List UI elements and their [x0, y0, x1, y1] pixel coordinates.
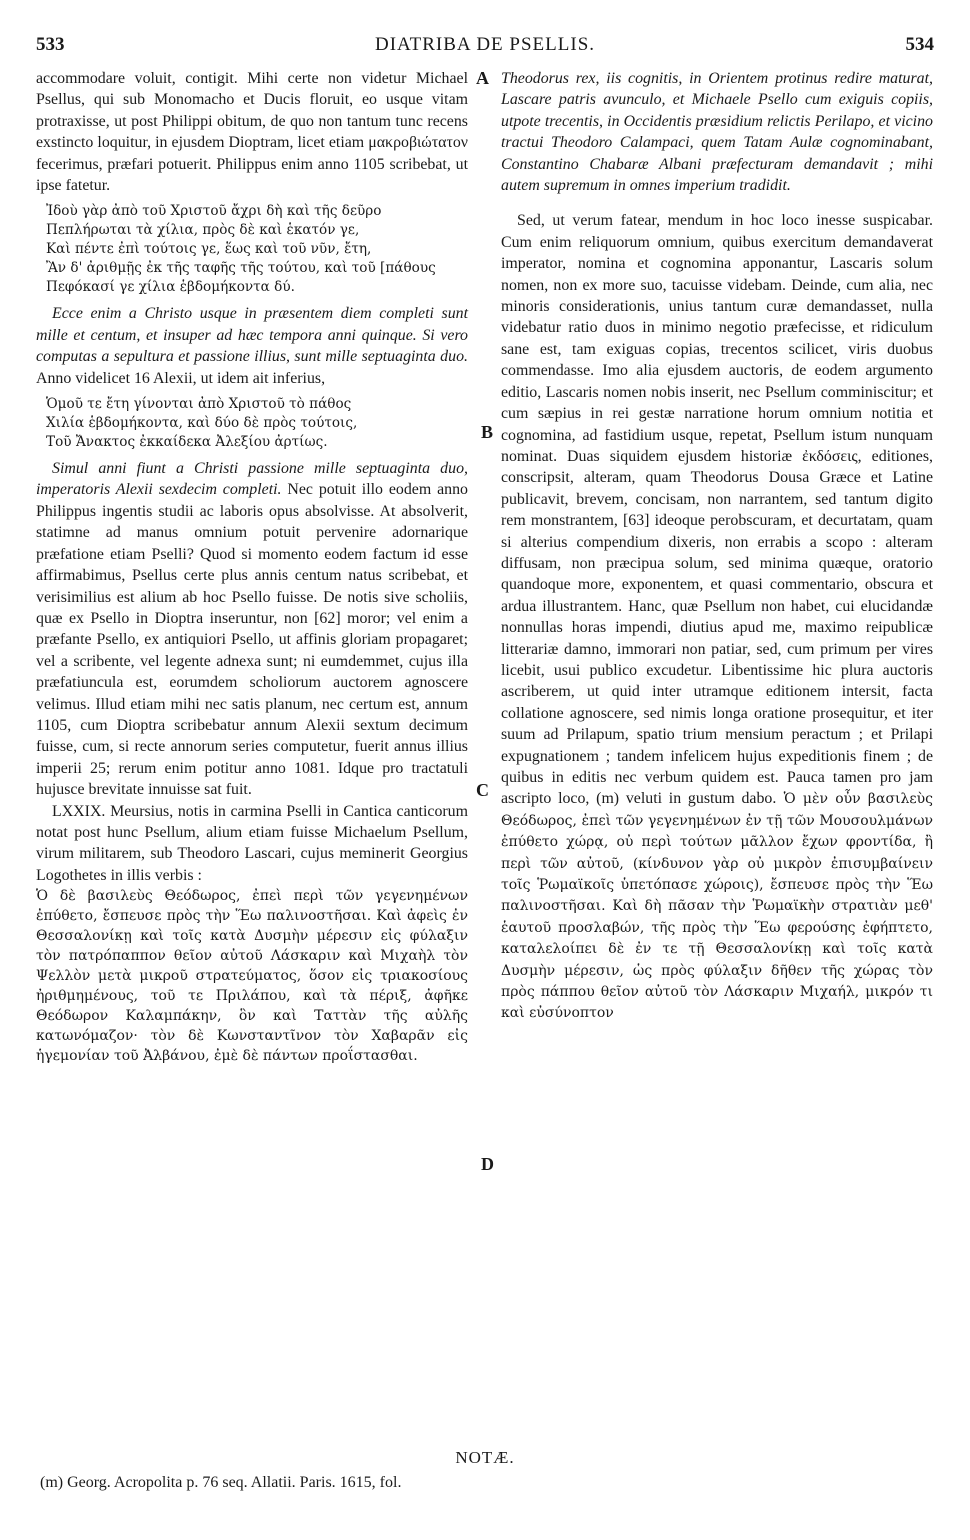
footnote-m: (m) Georg. Acropolita p. 76 seq. Allatii. Paris. 1615, fol.	[40, 1474, 402, 1491]
running-title: DIATRIBA DE PSELLIS.	[374, 34, 596, 55]
left-column	[36, 68, 468, 1066]
left-paragraph-4: LXXIX. Meursius, notis in carmina Pselli in Cantica canticorum notat post hunc Psellum, alium etiam fuisse Michaelum Psellum, virum militarem, sub Theodoro Lascari, cujus meminerit Georgius Logothetes in illis verbis :	[36, 802, 468, 884]
left-page-number: 533	[36, 34, 65, 55]
page-header	[36, 34, 934, 60]
latin-translation-1: Ecce enim a Christo usque in præsentem diem completi sunt mille et centum, et insuper ad hæc tempora anni quinque. Si vero computas a sepultura et passione illius, sunt mille septuaginta duo.	[36, 305, 468, 366]
left-paragraph-2	[36, 303, 468, 389]
margin-letter-d: D	[481, 1154, 494, 1174]
greek-quotation-left: Ὁ δὲ βασιλεὺς Θεόδωρος, ἐπεὶ περὶ τῶν γεγενημένων ἐπύθετο, ἔσπευσε πρὸς τὴν Ἕω παλινοστῆσαι. Καὶ ἀφεὶς ἐν Θεσσαλονίκῃ καὶ τοῖς κατὰ Δυσμὴν μέρεσιν εἰς φύλαξιν τὸν πατρόπαππον θεῖον αὐτοῦ Λάσκαριν καὶ Μιχαὴλ τὸν Ψελλὸν μετὰ μικροῦ στρατεύματος, ὅσον εἰς τριακοσίους ἠριθμημένους, τοῦ τε Πριλάπου, καὶ τὰ πέριξ, ἀφῆκε Θεόδωρον Καλαμπάκην, ὃν καὶ Ταττὰν τῆς αὐλῆς κατωνόμαζον· τὸν δὲ Κωνσταντῖνον τὸν Χαβαρᾶν εἰς ἡγεμονίαν τοῦ Ἀλβάνου, ἐμὲ δὲ πάντων προΐστασθαι.	[36, 888, 468, 1065]
paragraph-gap	[501, 196, 933, 210]
left-paragraph-3	[36, 458, 468, 801]
left-paragraph-3-tail: Nec potuit illo eodem anno Philippus ingentis studii ac laboris opus absolvisse. At absolverit, statimne ad manus omnium potuit pervenire adornarique præfatione etiam Pselli? Quod si momento eodem factum id esse affirmabimus, Psellus certe plus annis centum natus scribebat, et verisimilius est alium ab hoc Psello fuisse. De notis sive scholiis, quæ ex Psello in Dioptra inseruntur, non [62] moror; vel enim a præfante Psello, ex antiquiori Psello, ut affinis gloriam propagaret; vel a scribente, vel legente adnexa sunt; ni eumdemmet, cujus illa præfatiuncula est, eorumdem scholiorum auctorem agnoscere velimus. Illud etiam mihi nec satis planum, nec certum est, annum 1105, cum Dioptra scribebatur annum Alexii sextum decimum fuisse, cum, si recte annorum series computetur, fuerit annus illius imperii 25; rerum enim potitur anno 1081. Idque pro tractatuli hujusce brevitate innuisse sat fuit.	[36, 481, 468, 799]
latin-translation-3: Theodorus rex, iis cognitis, in Orientem protinus redire maturat, Lascare patris avunculo, et Michaele Psello cum exiguis copiis, utpote trecentis, in Occidentis præsidium relictis Perilapo, et vicino tractui Theodoro Calampaci, quem Tatam Aulæ cognominabant, Constantino Chabaræ Albani præfecturam demandavit ; mihi autem supremum in omnes imperium tradidit.	[501, 70, 933, 195]
verse-line: Ἂν δ' ἀριθμῇς ἐκ τῆς ταφῆς τῆς τούτου, καὶ τοῦ [πάθους	[46, 260, 436, 277]
greek-verse-1	[46, 202, 468, 297]
verse-line: Ἰδοὺ γὰρ ἀπὸ τοῦ Χριστοῦ ἄχρι δὴ καὶ τῆς δεῦρο	[46, 203, 382, 220]
verse-line: Πεφόκασί γε χίλια ἑβδομήκοντα δύ.	[46, 279, 295, 296]
latin-translation-2: Simul anni fiunt a Christi passione mille septuaginta duo, imperatoris Alexii sexdecim completi.	[36, 460, 468, 499]
right-column	[501, 68, 933, 1024]
greek-quotation-right: Ὁ μὲν οὖν βασιλεὺς Θεόδωρος, ἐπεὶ τῶν γεγενημένων ἐν τῇ τῶν Μουσουλμάνων ἐπύθετο χώρᾳ, οὐ περὶ τούτων μᾶλλον ἔχων φροντίδα, ἢ περὶ τῶν αὐτοῦ, (κίνδυνον γὰρ οὐ μικρὸν ἐπισυμβαίνειν τοῖς Ῥωμαϊκοῖς ὑπετόπασε χώροις), ἔσπευσε πρὸς τὴν Ἕω παλινοστῆσαι. Καὶ δὴ πᾶσαν τὴν Ῥωμαϊκὴν στρατιὰν μεθ' ἑαυτοῦ προσλαβών, τῆς πρὸς τὴν Ἕω φερούσης ἐφήπτετο, καταλελοίπει δὲ ἐν τε τῇ Θεσσαλονίκῃ καὶ τοῖς κατὰ Δυσμὴν μέρεσιν, ὡς πρὸς φύλαξιν δῆθεν τῆς χώρας τὸν πρὸς πάππου θεῖον αὐτοῦ τὸν Λάσκαριν Μιχαήλ, μικρόν τι καὶ εὐσύνοπτον	[501, 791, 933, 1022]
right-paragraph-2-body: Sed, ut verum fatear, mendum in hoc loco inesse suspicabar. Cum enim reliquorum omnium, quibus exercitum demandaverat imperator, nomina et cognomina apponantur, Lascaris solum nomen, non ex more suo, tacuisse videbam. Deinde, cum alia, nec minoris considerationis, unius tantum curæ demandasset, nulla videbatur ratio duos in minimo negotio præfecisse, et ridiculum sane est, tam exiguas copias, trecentos scilicet, viris duobus commendasse. Imo alia ejusdem auctoris, de eodem argumento editio, Lascaris nomen nobis inserit, nec Psellum comminiscitur; et cum sæpius in rei gestæ narratione horum omnium notitia et cognomina, ad fastidium usque, repetat, Psellum istum nunquam nominat. Duas siquidem ejusdem historiæ ἐκδόσεις, editiones, conscripsit, alteram, quam Theodorus Dousa Græce et Latine publicavit, brevem, concisam, non narrantem, sed tantum digito rem monstrantem, [63] ideoque perobscuram, et decurtatam, quam si alterius compendium dixeris, non errabis a scopo : alteram diffusam, non præcipua solum, sed minima quæque, oratorio quandoque more, exponentem, et quasi commentario, obscura et ardua illustrantem. Hanc, quæ Psellum non habet, cui elucidandæ nonnullas horas impendi, diutius apud me, maximo reipublicæ litterariæ damno, immorari non patiar, sed, cum primum per vires licebit, usui publico excudetur. Libentissime hic plura auctoris ascriberem, ut quid inter utramque editionem intersit, facta collatione agnoscere, sed nimis longa oratione prosequitur, et iter suum ad Prilapum, spatio trium mensium peractum ; et Prilapi expugnationem ; tandem infelicem hujus expeditionis finem ; de quibus in editis nec verbum quidem est. Pauca tamen pro jam ascripto loco, (m) veluti in gustum dabo.	[501, 212, 933, 808]
notes-heading: NOTÆ.	[455, 1448, 515, 1467]
verse-line: Ὁμοῦ τε ἔτη γίνονται ἀπὸ Χριστοῦ τὸ πάθος	[46, 396, 352, 413]
margin-letter-c: C	[476, 780, 489, 800]
verse-line: Τοῦ Ἄνακτος ἐκκαίδεκα Ἀλεξίου ἀρτίως.	[46, 434, 328, 451]
verse-line: Χιλία ἑβδομήκοντα, καὶ δύο δὲ πρὸς τούτοις,	[46, 415, 358, 432]
verse-line: Καὶ πέντε ἐπὶ τούτοις γε, ἕως καὶ τοῦ νῦν, ἔτη,	[46, 241, 372, 258]
verse-line: Πεπλήρωται τὰ χίλια, πρὸς δὲ καὶ ἑκατόν γε,	[46, 222, 360, 239]
margin-letter-a: A	[476, 68, 489, 88]
margin-letter-b: B	[481, 422, 494, 442]
left-paragraph-1: accommodare voluit, contigit. Mihi certe non videtur Michael Psellus, qui sub Monomacho et Ducis floruit, eo usque vitam protraxisse, ut post Philippi obitum, de quo non tantum tunc recens exstincto loquitur, in ejusdem Dioptram, licet etiam μακροβιώτατον fecerimus, præfari potuerit. Philippus enim anno 1105 scribebat, ut ipse fatetur.	[36, 70, 468, 195]
greek-verse-2	[46, 395, 468, 452]
right-paragraph-2	[501, 210, 933, 1023]
left-paragraph-2-tail: Anno videlicet 16 Alexii, ut idem ait inferius,	[36, 369, 326, 387]
right-page-number: 534	[905, 34, 934, 55]
